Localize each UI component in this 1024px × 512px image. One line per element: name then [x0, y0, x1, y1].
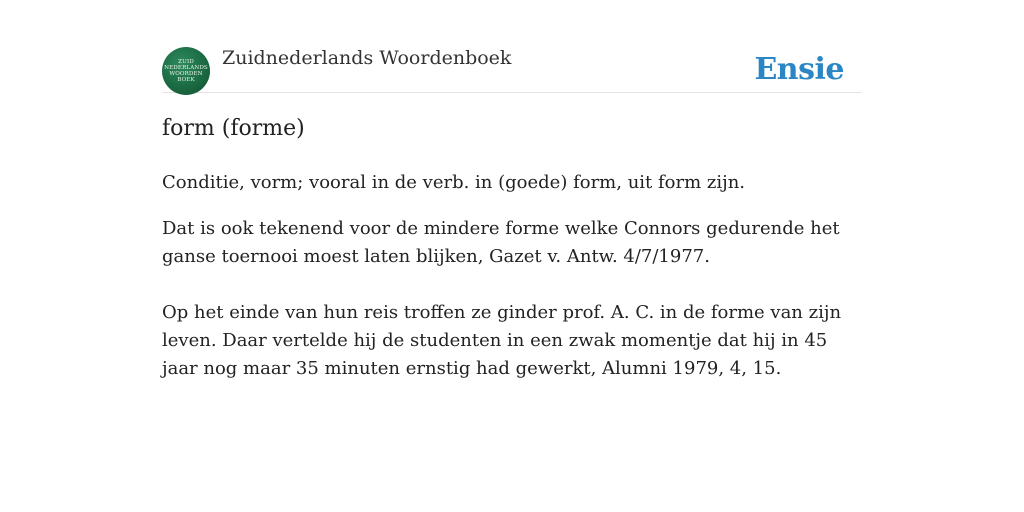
entry-definition: Conditie, vorm; vooral in de verb. in (goede) form, uit form zijn.: [162, 172, 746, 193]
logo-text-line: NEDERLANDS: [164, 65, 208, 71]
logo-text-line: WOORDEN: [169, 71, 203, 77]
example-quote: Op het einde van hun reis troffen ze ginder prof. A. C. in de forme van zijn leven. Daar vertelde hij de studenten in een zwak momentje dat hij in 45 jaar nog maar 35 minuten ernstig had gewerkt, Alumni 1979, 4, 15.: [162, 302, 842, 379]
dictionary-logo[interactable]: [162, 47, 210, 95]
entry-examples: [162, 215, 862, 411]
example-quote: Dat is ook tekenend voor de mindere forme welke Connors gedurende het ganse toernooi moest laten blijken, Gazet v. Antw. 4/7/1977.: [162, 218, 840, 267]
logo-text-line: BOEK: [177, 77, 195, 83]
header: [162, 46, 862, 93]
ensie-brand-logo[interactable]: Ensie: [754, 52, 844, 87]
logo-text-line: ZUID: [178, 59, 194, 65]
site-name-link[interactable]: Zuidnederlands Woordenboek: [222, 47, 512, 69]
entry-term: form (forme): [162, 116, 305, 141]
